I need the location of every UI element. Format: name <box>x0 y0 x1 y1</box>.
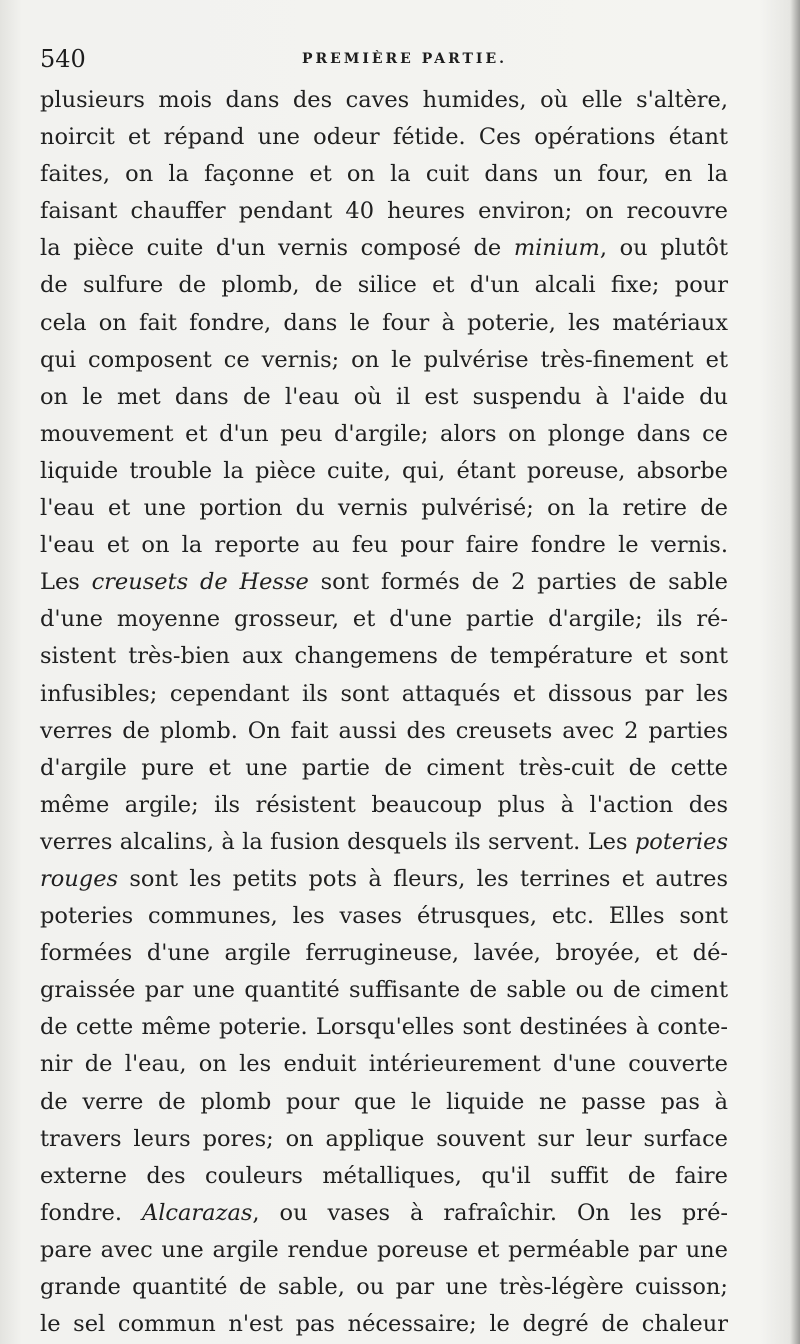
text-line: de cette même poterie. Lorsqu'elles sont destinées à conte- <box>40 1014 728 1041</box>
text-line: verres de plomb. On fait aussi des creusets avec 2 parties <box>40 717 728 744</box>
text-line: sistent très-bien aux changemens de température et sont <box>40 643 728 670</box>
text-line: fondre. Alcarazas, ou vases à rafraîchir. On les pré- <box>40 1199 728 1226</box>
body-text <box>40 82 728 1343</box>
text-line: qui composent ce vernis; on le pulvérise très-finement et <box>40 346 728 373</box>
page-number: 540 <box>40 45 86 73</box>
italic-term: Alcarazas <box>141 1199 253 1226</box>
italic-term: poteries <box>634 828 728 855</box>
text-line: le sel commun n'est pas nécessaire; le degré de chaleur <box>40 1311 728 1338</box>
text-line: de verre de plomb pour que le liquide ne passe pas à <box>40 1088 728 1115</box>
text-line: de sulfure de plomb, de silice et d'un alcali fixe; pour <box>40 272 728 299</box>
text-line: grande quantité de sable, ou par une très-légère cuisson; <box>40 1274 728 1300</box>
page-header <box>40 44 740 78</box>
text-line: formées d'une argile ferrugineuse, lavée, broyée, et dé- <box>40 940 728 967</box>
italic-term: minium <box>513 235 600 262</box>
text-line: nir de l'eau, on les enduit intérieurement d'une couverte <box>40 1051 728 1078</box>
text-line: externe des couleurs métalliques, qu'il suffit de faire <box>40 1162 728 1189</box>
text-line: faisant chauffer pendant 40 heures environ; on recouvre <box>40 198 728 225</box>
text-line: liquide trouble la pièce cuite, qui, étant poreuse, absorbe <box>40 457 728 484</box>
text-line: poteries communes, les vases étrusques, etc. Elles sont <box>40 903 728 930</box>
running-head: PREMIÈRE PARTIE. <box>302 51 508 67</box>
text-line: faites, on la façonne et on la cuit dans un four, en la <box>40 161 728 188</box>
text-line: cela on fait fondre, dans le four à poterie, les matériaux <box>40 309 728 336</box>
text-line: l'eau et une portion du vernis pulvérisé; on la retire de <box>40 495 728 522</box>
text-line: noircit et répand une odeur fétide. Ces opérations étant <box>40 124 728 151</box>
text-line: d'une moyenne grosseur, et d'une partie d'argile; ils ré- <box>40 606 728 633</box>
italic-term: rouges <box>40 865 119 892</box>
text-line: rouges sont les petits pots à fleurs, les terrines et autres <box>40 865 728 892</box>
text-line: graissée par une quantité suffisante de sable ou de ciment <box>40 977 728 1004</box>
text-line: la pièce cuite d'un vernis composé de minium, ou plutôt <box>40 235 728 262</box>
text-line: plusieurs mois dans des caves humides, où elle s'altère, <box>40 87 728 113</box>
text-line: mouvement et d'un peu d'argile; alors on plonge dans ce <box>40 420 728 447</box>
text-line: d'argile pure et une partie de ciment très-cuit de cette <box>40 754 728 781</box>
text-line: Les creusets de Hesse sont formés de 2 parties de sable <box>40 569 728 596</box>
text-line: pare avec une argile rendue poreuse et perméable par une <box>40 1236 728 1263</box>
text-line: infusibles; cependant ils sont attaqués et dissous par les <box>40 680 728 707</box>
text-line: l'eau et on la reporte au feu pour faire fondre le vernis. <box>40 532 728 559</box>
italic-term: creusets de Hesse <box>91 569 309 596</box>
text-line: travers leurs pores; on applique souvent sur leur surface <box>40 1125 728 1152</box>
text-line: on le met dans de l'eau où il est suspendu à l'aide du <box>40 383 728 410</box>
text-line: même argile; ils résistent beaucoup plus à l'action des <box>40 791 728 818</box>
text-line: verres alcalins, à la fusion desquels ils servent. Les poteries <box>40 828 728 855</box>
